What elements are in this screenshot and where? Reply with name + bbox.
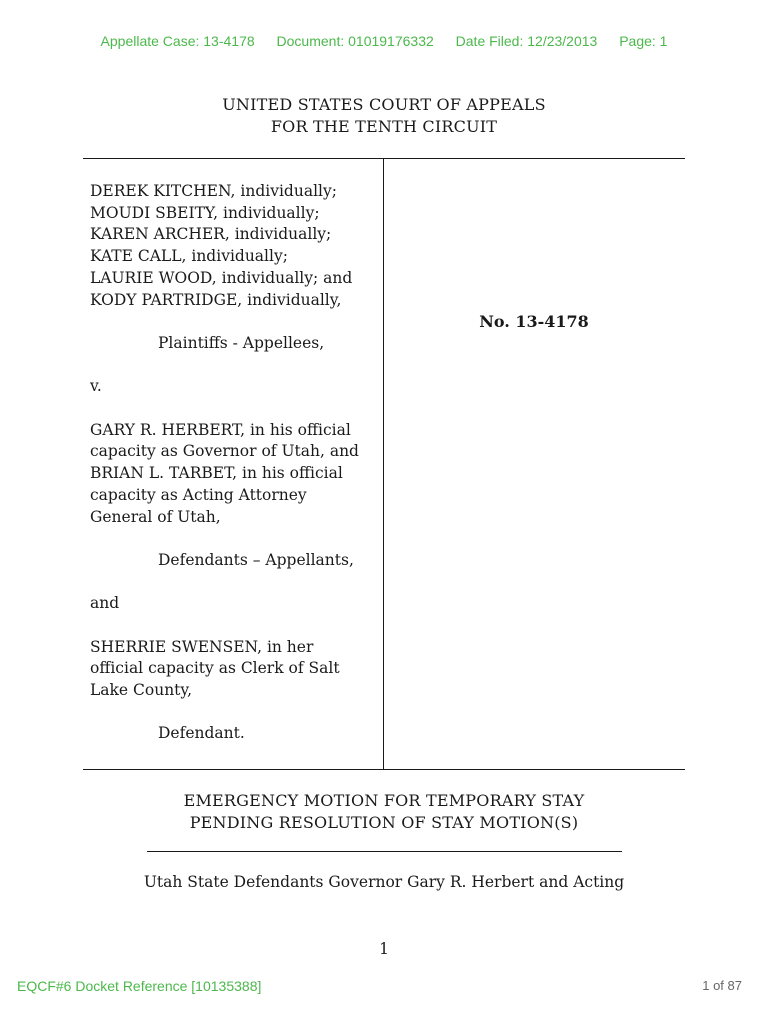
court-heading — [0, 94, 768, 138]
court-line-1: UNITED STATES COURT OF APPEALS — [222, 95, 546, 114]
defendant-line: GARY R. HERBERT, in his official — [90, 420, 351, 439]
motion-title — [0, 790, 768, 834]
ecf-date-filed: Date Filed: 12/23/2013 — [455, 33, 598, 49]
page-number: 1 — [379, 940, 389, 958]
other-defendant-line: Lake County, — [90, 681, 193, 700]
caption-divider — [383, 159, 384, 769]
and-connector: and — [90, 594, 120, 613]
plaintiff-line: MOUDI SBEITY, individually; — [90, 203, 320, 222]
ecf-footer: EQCF#6 Docket Reference [10135388] — [17, 978, 262, 994]
ecf-header — [0, 33, 768, 49]
plaintiff-line: KATE CALL, individually; — [90, 247, 288, 266]
defendant-line: capacity as Acting Attorney — [90, 485, 307, 504]
ecf-document: Document: 01019176332 — [276, 33, 434, 49]
defendant-line: BRIAN L. TARBET, in his official — [90, 464, 343, 483]
other-defendant-line: official capacity as Clerk of Salt — [90, 659, 340, 678]
page-count: 1 of 87 — [702, 978, 742, 993]
plaintiffs-role: Plaintiffs - Appellees, — [158, 333, 325, 352]
plaintiff-line: KAREN ARCHER, individually; — [90, 225, 332, 244]
plaintiff-line: LAURIE WOOD, individually; and — [90, 268, 353, 287]
other-defendant-role: Defendant. — [158, 724, 245, 743]
ecf-case: Appellate Case: 13-4178 — [100, 33, 255, 49]
defendant-line: General of Utah, — [90, 507, 221, 526]
motion-title-line-1: EMERGENCY MOTION FOR TEMPORARY STAY — [183, 791, 585, 810]
case-number: No. 13-4178 — [479, 312, 589, 331]
plaintiff-line: DEREK KITCHEN, individually; — [90, 182, 337, 200]
other-defendant-line: SHERRIE SWENSEN, in her — [90, 637, 314, 656]
caption-parties — [90, 181, 382, 745]
title-rule — [147, 851, 622, 852]
intro-text: Utah State Defendants Governor Gary R. Herbert and Acting — [143, 873, 625, 891]
case-caption — [83, 158, 685, 770]
motion-title-line-2: PENDING RESOLUTION OF STAY MOTION(S) — [189, 813, 579, 832]
defendants-role: Defendants – Appellants, — [158, 550, 354, 569]
ecf-page: Page: 1 — [619, 33, 668, 49]
plaintiff-line: KODY PARTRIDGE, individually, — [90, 290, 342, 309]
versus: v. — [90, 377, 102, 396]
defendant-line: capacity as Governor of Utah, and — [90, 442, 359, 461]
court-line-2: FOR THE TENTH CIRCUIT — [270, 117, 498, 136]
